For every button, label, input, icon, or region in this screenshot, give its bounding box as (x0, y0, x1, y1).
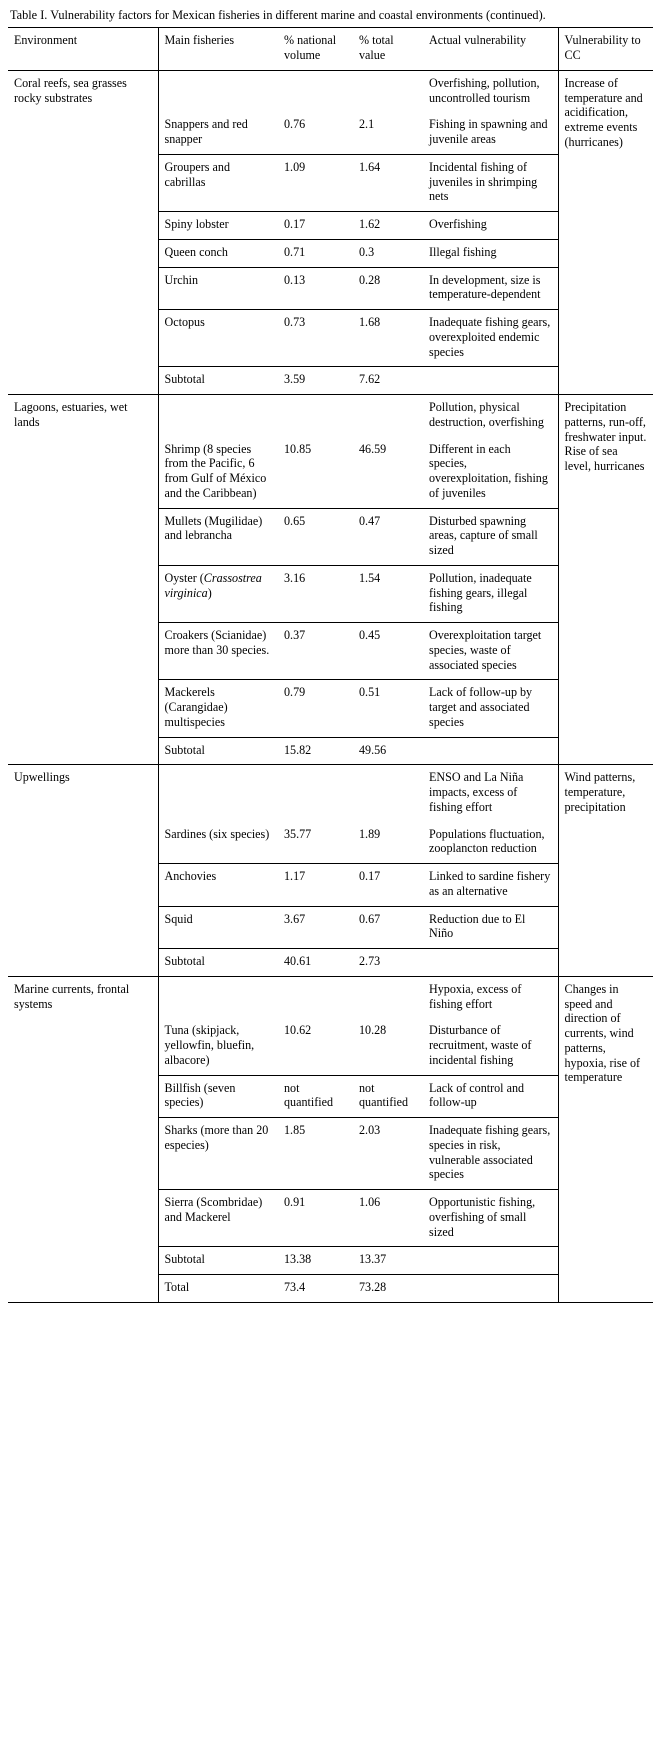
table-row (8, 395, 653, 437)
table-head (8, 28, 653, 71)
main-fishery-cell: Sierra (Scombridae) and Mackerel (158, 1190, 278, 1247)
main-fishery-cell: Urchin (158, 267, 278, 310)
subtotal-blank (423, 1247, 558, 1275)
environment-cell-marine-currents: Marine currents, frontal systems (8, 976, 158, 1274)
species-italic: Crassostrea virginica (164, 570, 262, 600)
table-body (8, 70, 653, 1302)
national-volume-cell: 1.09 (278, 154, 353, 211)
main-fishery-cell (158, 565, 278, 622)
total-value: 73.28 (353, 1275, 423, 1303)
subtotal-volume: 40.61 (278, 949, 353, 977)
total-value-cell: 1.62 (353, 212, 423, 240)
main-fishery-cell: Sharks (more than 20 especies) (158, 1118, 278, 1190)
national-volume-cell: 0.91 (278, 1190, 353, 1247)
main-fishery-cell: Octopus (158, 310, 278, 367)
main-fishery-cell: Groupers and cabrillas (158, 154, 278, 211)
actual-vulnerability-cell: Reduction due to El Niño (423, 906, 558, 949)
national-volume-cell: 10.85 (278, 437, 353, 509)
main-fishery-cell: Mackerels (Carangidae) multispecies (158, 680, 278, 737)
col-header-total-value: % total value (353, 28, 423, 71)
subtotal-value: 49.56 (353, 737, 423, 765)
subtotal-label: Subtotal (158, 367, 278, 395)
main-fishery-cell: Mullets (Mugilidae) and lebrancha (158, 508, 278, 565)
total-value-cell: 0.67 (353, 906, 423, 949)
total-value-cell: 1.68 (353, 310, 423, 367)
actual-vulnerability-cell: Hypoxia, excess of fishing effort (423, 976, 558, 1018)
national-volume-cell: 0.76 (278, 112, 353, 154)
actual-vulnerability-cell: Inadequate fishing gears, overexploited endemic species (423, 310, 558, 367)
oyster-label: Oyster (Crassostrea virginica) (164, 570, 262, 600)
national-volume-cell: 0.73 (278, 310, 353, 367)
total-value-cell: 0.51 (353, 680, 423, 737)
actual-vulnerability-cell: Lack of follow-up by target and associated species (423, 680, 558, 737)
main-fishery-cell: Spiny lobster (158, 212, 278, 240)
actual-vulnerability-cell: Overfishing, pollution, uncontrolled tourism (429, 75, 540, 105)
main-fishery-cell (158, 976, 278, 1018)
total-actual-blank (423, 1275, 558, 1303)
total-cc-blank (558, 1275, 653, 1303)
total-value-cell: 1.54 (353, 565, 423, 622)
total-label: Total (158, 1275, 278, 1303)
main-fishery-cell: Croakers (Scianidae) more than 30 species. (158, 623, 278, 680)
actual-vulnerability-cell: Overexploitation target species, waste of associated species (423, 623, 558, 680)
subtotal-blank (423, 737, 558, 765)
subtotal-volume: 13.38 (278, 1247, 353, 1275)
main-fishery-cell: Sardines (six species) (158, 822, 278, 864)
actual-vulnerability-cell: Linked to sardine fishery as an alternative (423, 864, 558, 907)
col-header-national-volume: % national volume (278, 28, 353, 71)
table-row (8, 765, 653, 822)
main-fishery-cell (158, 395, 278, 437)
national-volume-cell: 0.37 (278, 623, 353, 680)
vulnerability-cc-cell: Changes in speed and direction of currents, wind patterns, hypoxia, rise of temperature (558, 976, 653, 1274)
national-volume-cell: 35.77 (278, 822, 353, 864)
actual-vulnerability-cell: Fishing in spawning and juvenile areas (423, 112, 558, 154)
col-header-main-fisheries: Main fisheries (158, 28, 278, 71)
national-volume-cell (278, 976, 353, 1018)
environment-cell-coral-reefs: Coral reefs, sea grasses rocky substrates (14, 75, 127, 105)
total-value-cell: 1.06 (353, 1190, 423, 1247)
national-volume-cell: 0.79 (278, 680, 353, 737)
total-value-cell: 1.64 (353, 154, 423, 211)
table-row (8, 70, 653, 112)
vulnerability-cc-cell: Precipitation patterns, run-off, freshwater input. Rise of sea level, hurricanes (558, 395, 653, 765)
col-header-vulnerability-cc: Vulnerability to CC (558, 28, 653, 71)
table-caption: Table I. Vulnerability factors for Mexican fisheries in different marine and coastal environments (continued). (10, 8, 546, 22)
national-volume-cell: 0.17 (278, 212, 353, 240)
col-header-environment: Environment (8, 28, 158, 71)
total-value-cell (353, 395, 423, 437)
main-fishery-cell: Squid (158, 906, 278, 949)
environment-cell-lagoons: Lagoons, estuaries, wet lands (8, 395, 158, 765)
subtotal-volume: 15.82 (278, 737, 353, 765)
total-value-cell: 10.28 (353, 1018, 423, 1075)
national-volume-cell (278, 765, 353, 822)
actual-vulnerability-cell: Pollution, physical destruction, overfishing (423, 395, 558, 437)
total-value-cell: 0.3 (353, 239, 423, 267)
actual-vulnerability-cell: Opportunistic fishing, overfishing of small sized (423, 1190, 558, 1247)
actual-vulnerability-cell: Disturbed spawning areas, capture of small sized (423, 508, 558, 565)
total-value-cell: 0.45 (353, 623, 423, 680)
actual-vulnerability-cell: Overfishing (423, 212, 558, 240)
vulnerability-table (8, 27, 653, 1303)
main-fishery-cell: Tuna (skipjack, yellowfin, bluefin, albacore) (158, 1018, 278, 1075)
main-fishery-cell: Snappers and red snapper (158, 112, 278, 154)
national-volume-cell: 3.16 (278, 565, 353, 622)
national-volume-cell: 0.71 (278, 239, 353, 267)
subtotal-label: Subtotal (158, 949, 278, 977)
subtotal-blank (423, 367, 558, 395)
national-volume-cell: 0.65 (278, 508, 353, 565)
actual-vulnerability-cell: Disturbance of recruitment, waste of incidental fishing (423, 1018, 558, 1075)
total-value-cell: 2.03 (353, 1118, 423, 1190)
environment-cell-upwellings: Upwellings (8, 765, 158, 977)
national-volume-cell: 1.85 (278, 1118, 353, 1190)
total-value-cell (353, 976, 423, 1018)
actual-vulnerability-cell: Different in each species, overexploitation, fishing of juveniles (423, 437, 558, 509)
total-volume: 73.4 (278, 1275, 353, 1303)
total-value-cell (353, 765, 423, 822)
main-fishery-cell (158, 70, 278, 112)
national-volume-cell (278, 70, 353, 112)
total-value-cell: 0.47 (353, 508, 423, 565)
national-volume-cell: 1.17 (278, 864, 353, 907)
total-value-cell: not quantified (353, 1075, 423, 1118)
main-fishery-cell: Anchovies (158, 864, 278, 907)
main-fishery-cell: Queen conch (158, 239, 278, 267)
actual-vulnerability-cell: Lack of control and follow-up (423, 1075, 558, 1118)
subtotal-label: Subtotal (158, 737, 278, 765)
national-volume-cell (278, 395, 353, 437)
total-value-cell: 0.28 (353, 267, 423, 310)
subtotal-value: 2.73 (353, 949, 423, 977)
actual-vulnerability-cell: Inadequate fishing gears, species in risk, vulnerable associated species (423, 1118, 558, 1190)
table-header-row (8, 28, 653, 71)
vulnerability-cc-cell: Increase of temperature and acidification, extreme events (hurricanes) (558, 70, 653, 394)
national-volume-cell: 0.13 (278, 267, 353, 310)
main-fishery-cell: Shrimp (8 species from the Pacific, 6 from Gulf of México and the Caribbean) (158, 437, 278, 509)
actual-vulnerability-cell: ENSO and La Niña impacts, excess of fishing effort (423, 765, 558, 822)
vulnerability-cc-cell: Wind patterns, temperature, precipitation (558, 765, 653, 977)
total-value-cell: 1.89 (353, 822, 423, 864)
total-value-cell: 0.17 (353, 864, 423, 907)
main-fishery-cell (158, 765, 278, 822)
subtotal-label: Subtotal (158, 1247, 278, 1275)
subtotal-blank (423, 949, 558, 977)
total-value-cell: 2.1 (353, 112, 423, 154)
subtotal-value: 7.62 (353, 367, 423, 395)
national-volume-cell: 3.67 (278, 906, 353, 949)
main-fishery-cell: Billfish (seven species) (158, 1075, 278, 1118)
actual-vulnerability-cell: Populations fluctuation, zooplancton reduction (423, 822, 558, 864)
actual-vulnerability-cell: In development, size is temperature-dependent (423, 267, 558, 310)
subtotal-value: 13.37 (353, 1247, 423, 1275)
col-header-actual-vulnerability: Actual vulnerability (423, 28, 558, 71)
national-volume-cell: not quantified (278, 1075, 353, 1118)
actual-vulnerability-cell: Incidental fishing of juveniles in shrimping nets (423, 154, 558, 211)
total-value-cell (353, 70, 423, 112)
subtotal-volume: 3.59 (278, 367, 353, 395)
actual-vulnerability-cell: Pollution, inadequate fishing gears, illegal fishing (423, 565, 558, 622)
total-environment-blank (8, 1275, 158, 1303)
national-volume-cell: 10.62 (278, 1018, 353, 1075)
total-row (8, 1275, 653, 1303)
table-row (8, 976, 653, 1018)
actual-vulnerability-cell: Illegal fishing (423, 239, 558, 267)
total-value-cell: 46.59 (353, 437, 423, 509)
